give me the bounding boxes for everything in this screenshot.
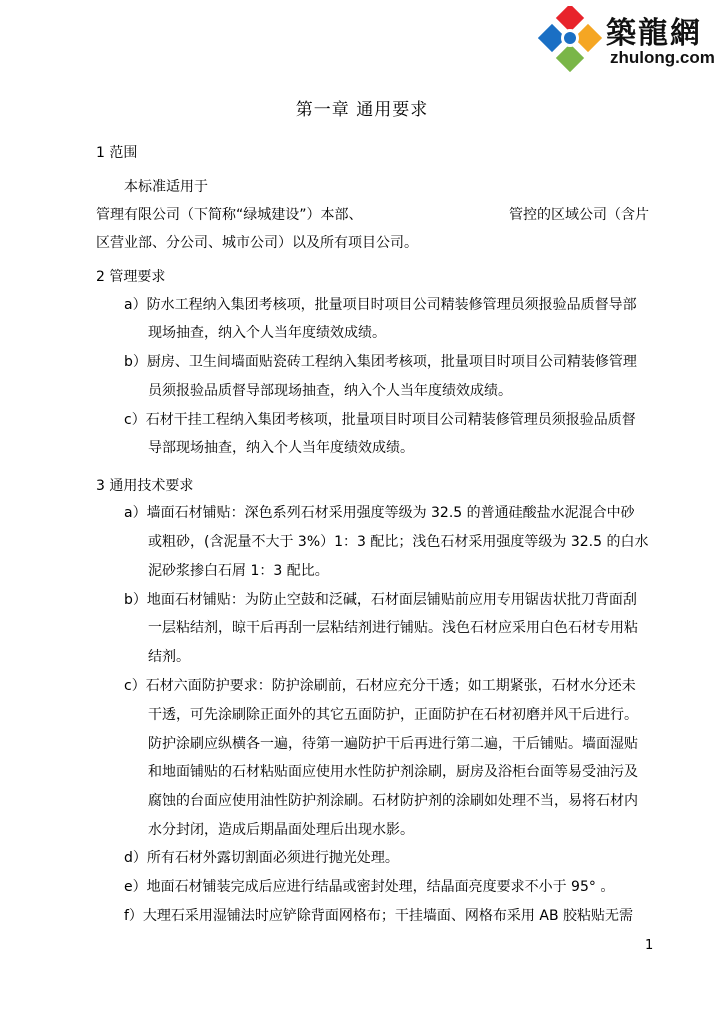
section-3-line: 结剂。 (148, 649, 190, 665)
logo-text-english: zhulong.com (610, 48, 715, 67)
section-2-line: c）石材干挂工程纳入集团考核项，批量项目时项目公司精装修管理员须报验品质督 (124, 412, 636, 428)
section-2-line: a）防水工程纳入集团考核项，批量项目时项目公司精装修管理员须报验品质督导部 (124, 297, 637, 313)
section-3-line: 腐蚀的台面应使用油性防护剂涂刷。石材防护剂的涂刷如处理不当，易将石材内 (148, 793, 638, 809)
section-3-line: 或粗砂，(含泥量不大于 3%）1：3 配比；浅色石材采用强度等级为 32.5 的白水 (148, 534, 649, 550)
section-3-line: 水分封闭，造成后期晶面处理后出现水影。 (148, 822, 414, 838)
section-3-heading: 3 通用技术要求 (96, 478, 194, 494)
section-1-line-3: 区营业部、分公司、城市公司）以及所有项目公司。 (96, 235, 418, 251)
page-number: 1 (645, 938, 654, 953)
section-2-line: b）厨房、卫生间墙面贴瓷砖工程纳入集团考核项，批量项目时项目公司精装修管理 (124, 354, 637, 370)
section-1-line-2a: 管理有限公司（下简称“绿城建设”）本部、 (96, 207, 363, 223)
page-title: 第一章 通用要求 (295, 100, 429, 120)
section-2-line: 现场抽查，纳入个人当年度绩效成绩。 (148, 325, 386, 341)
zhulong-logo (538, 4, 722, 74)
section-1-heading: 1 范围 (96, 145, 138, 161)
section-3-line: a）墙面石材铺贴：深色系列石材采用强度等级为 32.5 的普通硅酸盐水泥混合中砂 (124, 505, 635, 521)
section-2-line: 员须报验品质督导部现场抽查，纳入个人当年度绩效成绩。 (148, 383, 512, 399)
logo-text-chinese: 築龍網 (606, 16, 702, 51)
section-3-line: e）地面石材铺装完成后应进行结晶或密封处理，结晶面亮度要求不小于 95° 。 (124, 879, 615, 895)
logo-mark-icon (538, 6, 604, 72)
section-3-line: 泥砂浆掺白石屑 1：3 配比。 (148, 563, 329, 579)
section-3-line: b）地面石材铺贴：为防止空鼓和泛碱，石材面层铺贴前应用专用锯齿状批刀背面刮 (124, 592, 637, 608)
section-3-line: 防护涂刷应纵横各一遍，待第一遍防护干后再进行第二遍，干后铺贴。墙面湿贴 (148, 736, 638, 752)
section-3-line: 和地面铺贴的石材粘贴面应使用水性防护剂涂刷，厨房及浴柜台面等易受油污及 (148, 764, 638, 780)
section-1-line-1: 本标准适用于 (124, 179, 208, 195)
section-3-line: d）所有石材外露切割面必须进行抛光处理。 (124, 850, 399, 866)
section-3-line: f）大理石采用湿铺法时应铲除背面网格布；干挂墙面、网格布采用 AB 胶粘贴无需 (124, 908, 634, 924)
section-3-line: 一层粘结剂，晾干后再刮一层粘结剂进行铺贴。浅色石材应采用白色石材专用粘 (148, 620, 638, 636)
section-3-line: c）石材六面防护要求：防护涂刷前，石材应充分干透；如工期紧张，石材水分还未 (124, 678, 636, 694)
section-1-line-2b: 管控的区域公司（含片 (509, 207, 649, 223)
section-3-line: 干透，可先涂刷除正面外的其它五面防护，正面防护在石材初磨并风干后进行。 (148, 707, 638, 723)
section-2-line: 导部现场抽查，纳入个人当年度绩效成绩。 (148, 440, 414, 456)
section-2-heading: 2 管理要求 (96, 269, 166, 285)
